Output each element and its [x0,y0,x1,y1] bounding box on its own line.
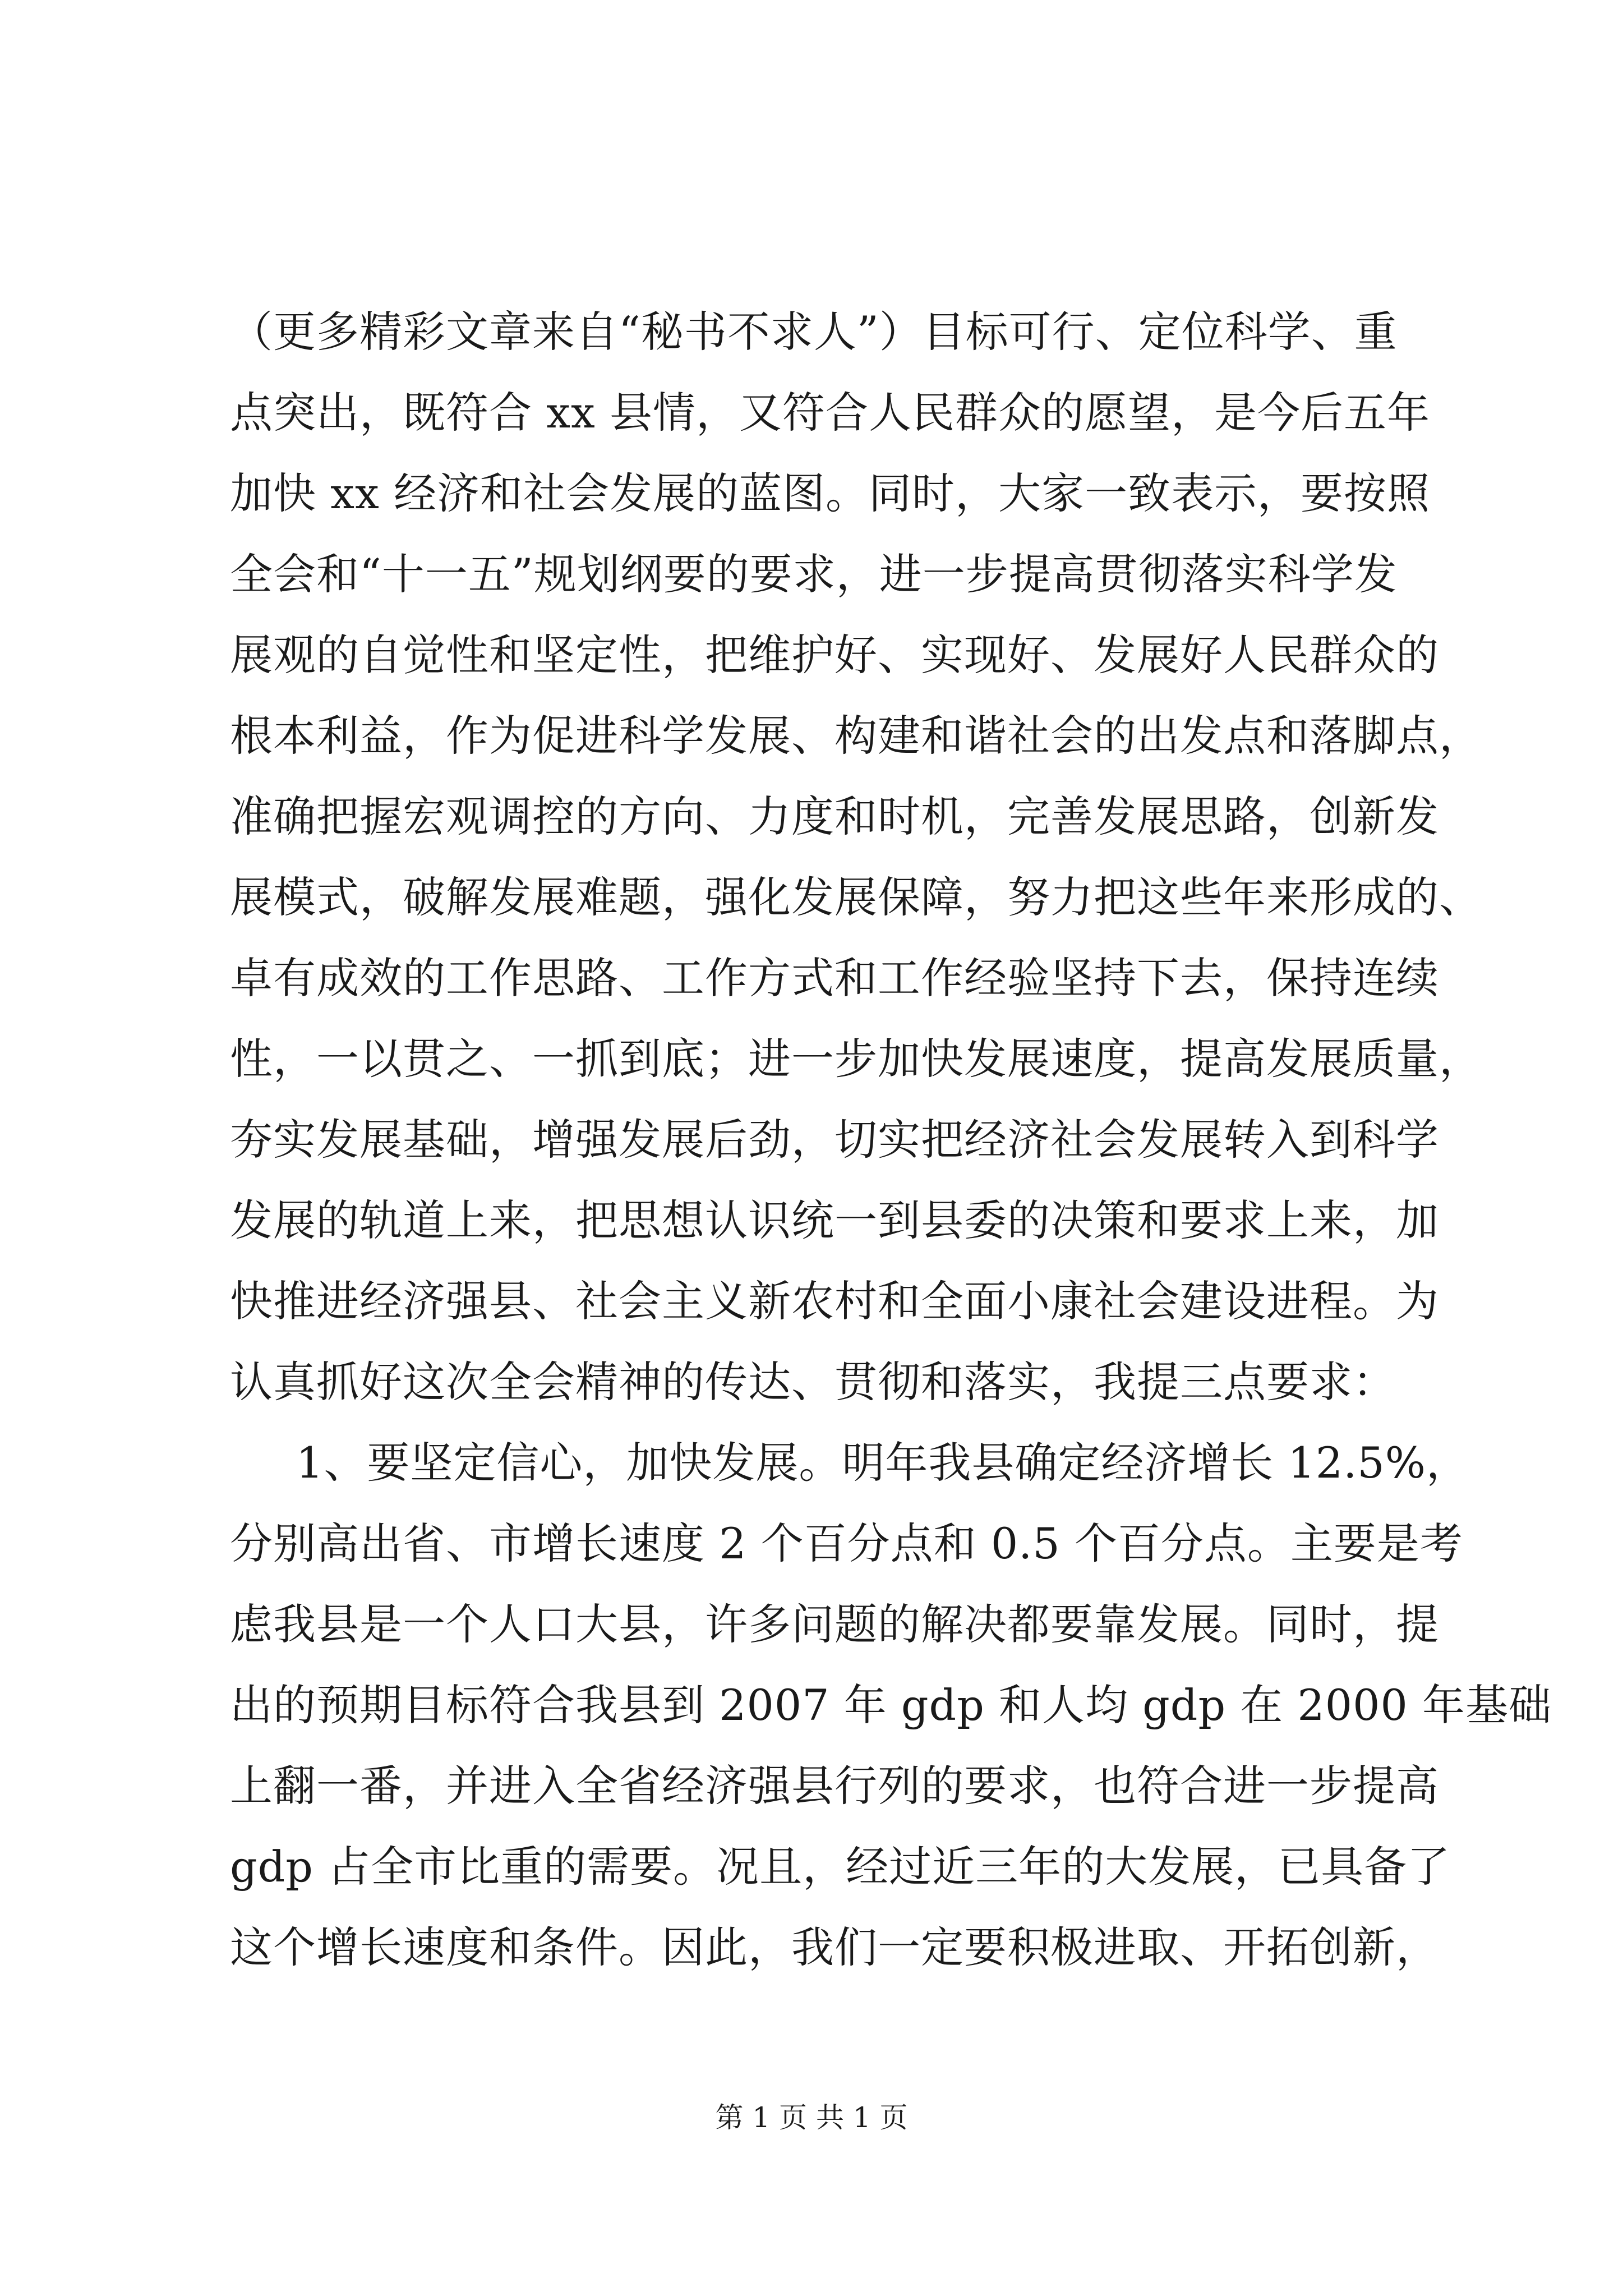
text-line: 展观的自觉性和坚定性，把维护好、实现好、发展好人民群众的 [230,630,1439,680]
text-line: gdp 占全市比重的需要。况且，经过近三年的大发展，已具备了 [230,1842,1451,1892]
text-line: 认真抓好这次全会精神的传达、贯彻和落实，我提三点要求： [230,1357,1396,1407]
text-line: 虑我县是一个人口大县，许多问题的解决都要靠发展。同时，提 [230,1599,1439,1649]
text-line: 点突出，既符合 xx 县情，又符合人民群众的愿望，是今后五年 [230,388,1431,438]
text-line: 展模式，破解发展难题，强化发展保障，努力把这些年来形成的、 [230,872,1482,922]
body-text [230,292,1552,1988]
text-line: 快推进经济强县、社会主义新农村和全面小康社会建设进程。为 [230,1276,1439,1326]
text-line: 加快 xx 经济和社会发展的蓝图。同时，大家一致表示，要按照 [230,468,1431,518]
text-line: （更多精彩文章来自“秘书不求人”）目标可行、定位科学、重 [230,307,1398,357]
text-line: 卓有成效的工作思路、工作方式和工作经验坚持下去，保持连续 [230,953,1439,1003]
text-line: 全会和“十一五”规划纲要的要求，进一步提高贯彻落实科学发 [230,549,1398,599]
text-line: 准确把握宏观调控的方向、力度和时机，完善发展思路，创新发 [230,792,1439,841]
text-line: 上翻一番，并进入全省经济强县行列的要求，也符合进一步提高 [230,1761,1439,1811]
text-line: 发展的轨道上来，把思想认识统一到县委的决策和要求上来，加 [230,1195,1439,1245]
text-line: 夯实发展基础，增强发展后劲，切实把经济社会发展转入到科学 [230,1115,1439,1165]
text-line: 出的预期目标符合我县到 2007 年 gdp 和人均 gdp 在 2000 年基础 [230,1680,1552,1730]
paragraph-start-line: 1、要坚定信心，加快发展。明年我县确定经济增长 12.5%， [296,1438,1469,1488]
text-line: 分别高出省、市增长速度 2 个百分点和 0.5 个百分点。主要是考 [230,1519,1463,1568]
text-line: 这个增长速度和条件。因此，我们一定要积极进取、开拓创新， [230,1922,1439,1972]
text-line: 根本利益，作为促进科学发展、构建和谐社会的出发点和落脚点， [230,711,1482,761]
page-number-footer: 第 1 页 共 1 页 [715,2101,908,2134]
text-line: 性，一以贯之、一抓到底；进一步加快发展速度，提高发展质量， [230,1034,1482,1084]
